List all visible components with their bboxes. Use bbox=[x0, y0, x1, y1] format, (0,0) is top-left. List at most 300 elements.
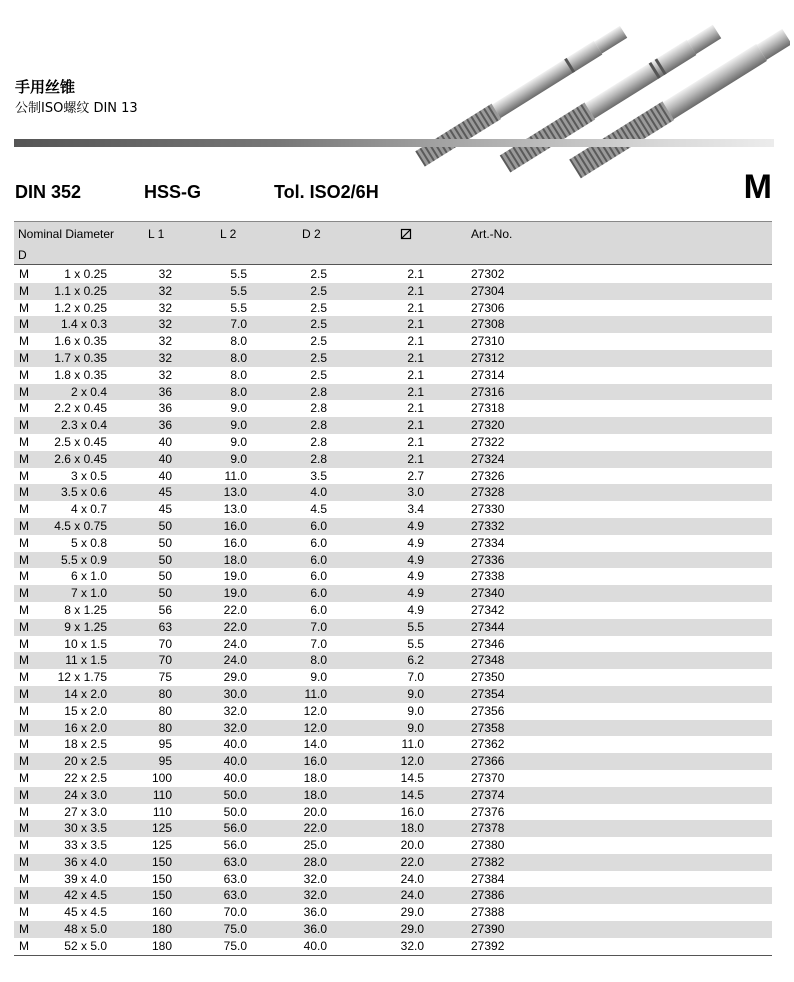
cell-thread-type: M bbox=[19, 737, 29, 752]
table-body bbox=[14, 266, 772, 955]
cell-l1: 32 bbox=[158, 350, 172, 365]
cell-square: 2.1 bbox=[407, 401, 424, 416]
cell-l2: 8.0 bbox=[230, 334, 247, 349]
cell-size: 39 x 4.0 bbox=[64, 871, 107, 886]
table-row bbox=[14, 938, 772, 955]
cell-article-no: 27322 bbox=[471, 434, 505, 449]
cell-l2: 24.0 bbox=[223, 653, 247, 668]
cell-l2: 22.0 bbox=[223, 619, 247, 634]
cell-d2: 20.0 bbox=[303, 804, 327, 819]
cell-article-no: 27386 bbox=[471, 888, 505, 903]
cell-d2: 12.0 bbox=[303, 703, 327, 718]
cell-size: 1.4 x 0.3 bbox=[60, 317, 107, 332]
cell-article-no: 27330 bbox=[471, 502, 505, 517]
cell-thread-type: M bbox=[19, 854, 29, 869]
cell-size: 14 x 2.0 bbox=[64, 686, 107, 701]
cell-size: 4.5 x 0.75 bbox=[54, 518, 107, 533]
cell-d2: 2.5 bbox=[310, 334, 327, 349]
table-row bbox=[14, 602, 772, 619]
cell-l2: 56.0 bbox=[223, 821, 247, 836]
cell-square: 3.0 bbox=[407, 485, 424, 500]
cell-square: 9.0 bbox=[407, 686, 424, 701]
cell-article-no: 27334 bbox=[471, 535, 505, 550]
table-row bbox=[14, 400, 772, 417]
cell-square: 2.1 bbox=[407, 334, 424, 349]
cell-thread-type: M bbox=[19, 670, 29, 685]
cell-l1: 80 bbox=[158, 703, 172, 718]
cell-square: 2.1 bbox=[407, 384, 424, 399]
cell-thread-type: M bbox=[19, 619, 29, 634]
cell-d2: 40.0 bbox=[303, 938, 327, 953]
cell-l1: 180 bbox=[151, 938, 172, 953]
cell-d2: 14.0 bbox=[303, 737, 327, 752]
cell-square: 22.0 bbox=[400, 854, 424, 869]
table-row bbox=[14, 686, 772, 703]
cell-article-no: 27358 bbox=[471, 720, 505, 735]
cell-article-no: 27318 bbox=[471, 401, 505, 416]
cell-square: 2.1 bbox=[407, 434, 424, 449]
cell-square: 2.1 bbox=[407, 283, 424, 298]
table-row bbox=[14, 316, 772, 333]
cell-d2: 32.0 bbox=[303, 888, 327, 903]
cell-l1: 125 bbox=[151, 838, 172, 853]
cell-l2: 16.0 bbox=[223, 535, 247, 550]
cell-l1: 150 bbox=[151, 854, 172, 869]
cell-l2: 70.0 bbox=[223, 905, 247, 920]
cell-size: 1.7 x 0.35 bbox=[54, 350, 107, 365]
cell-l1: 70 bbox=[158, 636, 172, 651]
table-row bbox=[14, 753, 772, 770]
cell-l2: 75.0 bbox=[223, 938, 247, 953]
cell-square: 14.5 bbox=[400, 770, 424, 785]
cell-thread-type: M bbox=[19, 770, 29, 785]
cell-size: 18 x 2.5 bbox=[64, 737, 107, 752]
cell-d2: 2.5 bbox=[310, 283, 327, 298]
cell-article-no: 27362 bbox=[471, 737, 505, 752]
cell-l2: 9.0 bbox=[230, 451, 247, 466]
cell-size: 15 x 2.0 bbox=[64, 703, 107, 718]
cell-square: 5.5 bbox=[407, 619, 424, 634]
cell-l2: 32.0 bbox=[223, 720, 247, 735]
cell-l1: 32 bbox=[158, 317, 172, 332]
cell-square: 5.5 bbox=[407, 636, 424, 651]
cell-size: 30 x 3.5 bbox=[64, 821, 107, 836]
cell-square: 9.0 bbox=[407, 703, 424, 718]
table-row bbox=[14, 300, 772, 317]
cell-l2: 8.0 bbox=[230, 350, 247, 365]
cell-size: 5 x 0.8 bbox=[70, 535, 107, 550]
cell-thread-type: M bbox=[19, 871, 29, 886]
cell-square: 16.0 bbox=[400, 804, 424, 819]
cell-article-no: 27350 bbox=[471, 670, 505, 685]
header-d2: D 2 bbox=[302, 227, 321, 241]
cell-d2: 2.8 bbox=[310, 418, 327, 433]
cell-square: 2.1 bbox=[407, 300, 424, 315]
cell-l2: 40.0 bbox=[223, 737, 247, 752]
cell-d2: 12.0 bbox=[303, 720, 327, 735]
cell-l2: 19.0 bbox=[223, 586, 247, 601]
cell-l1: 40 bbox=[158, 451, 172, 466]
cell-l2: 19.0 bbox=[223, 569, 247, 584]
cell-article-no: 27366 bbox=[471, 754, 505, 769]
table-row bbox=[14, 417, 772, 434]
cell-article-no: 27374 bbox=[471, 787, 505, 802]
cell-square: 9.0 bbox=[407, 720, 424, 735]
cell-size: 2.6 x 0.45 bbox=[54, 451, 107, 466]
cell-thread-type: M bbox=[19, 905, 29, 920]
cell-l2: 5.5 bbox=[230, 300, 247, 315]
cell-d2: 4.5 bbox=[310, 502, 327, 517]
cell-article-no: 27302 bbox=[471, 267, 505, 281]
cell-article-no: 27312 bbox=[471, 350, 505, 365]
cell-l1: 36 bbox=[158, 401, 172, 416]
cell-size: 1 x 0.25 bbox=[64, 267, 107, 281]
cell-size: 3.5 x 0.6 bbox=[60, 485, 107, 500]
cell-thread-type: M bbox=[19, 804, 29, 819]
cell-l1: 40 bbox=[158, 434, 172, 449]
cell-thread-type: M bbox=[19, 451, 29, 466]
table-row bbox=[14, 484, 772, 501]
table-row bbox=[14, 468, 772, 485]
cell-square: 12.0 bbox=[400, 754, 424, 769]
cell-square: 14.5 bbox=[400, 787, 424, 802]
cell-square: 4.9 bbox=[407, 518, 424, 533]
cell-article-no: 27346 bbox=[471, 636, 505, 651]
cell-article-no: 27316 bbox=[471, 384, 505, 399]
cell-article-no: 27332 bbox=[471, 518, 505, 533]
cell-article-no: 27326 bbox=[471, 468, 505, 483]
cell-thread-type: M bbox=[19, 686, 29, 701]
table-row bbox=[14, 804, 772, 821]
cell-d2: 2.5 bbox=[310, 317, 327, 332]
header-nominal-diameter: Nominal Diameter bbox=[18, 227, 115, 241]
cell-size: 16 x 2.0 bbox=[64, 720, 107, 735]
cell-square: 2.1 bbox=[407, 267, 424, 281]
cell-square: 32.0 bbox=[400, 938, 424, 953]
cell-d2: 2.8 bbox=[310, 434, 327, 449]
cell-thread-type: M bbox=[19, 267, 29, 281]
cell-thread-type: M bbox=[19, 569, 29, 584]
cell-thread-type: M bbox=[19, 636, 29, 651]
cell-square: 29.0 bbox=[400, 922, 424, 937]
cell-size: 27 x 3.0 bbox=[64, 804, 107, 819]
cell-l2: 63.0 bbox=[223, 888, 247, 903]
cell-square: 4.9 bbox=[407, 535, 424, 550]
cell-article-no: 27378 bbox=[471, 821, 505, 836]
cell-d2: 6.0 bbox=[310, 602, 327, 617]
cell-l1: 32 bbox=[158, 367, 172, 382]
cell-size: 2.2 x 0.45 bbox=[54, 401, 107, 416]
table-row bbox=[14, 367, 772, 384]
cell-l1: 100 bbox=[151, 770, 172, 785]
cell-l2: 63.0 bbox=[223, 854, 247, 869]
cell-square: 11.0 bbox=[401, 737, 424, 752]
cell-l1: 40 bbox=[158, 468, 172, 483]
cell-square: 7.0 bbox=[407, 670, 424, 685]
table-row bbox=[14, 535, 772, 552]
cell-l1: 125 bbox=[151, 821, 172, 836]
cell-article-no: 27342 bbox=[471, 602, 505, 617]
cell-d2: 22.0 bbox=[303, 821, 327, 836]
header-l1: L 1 bbox=[148, 227, 165, 241]
cell-size: 4 x 0.7 bbox=[70, 502, 107, 517]
cell-size: 5.5 x 0.9 bbox=[60, 552, 107, 567]
cell-thread-type: M bbox=[19, 922, 29, 937]
cell-d2: 16.0 bbox=[303, 754, 327, 769]
cell-l1: 70 bbox=[158, 653, 172, 668]
cell-article-no: 27382 bbox=[471, 854, 505, 869]
cell-article-no: 27328 bbox=[471, 485, 505, 500]
cell-l1: 180 bbox=[151, 922, 172, 937]
cell-square: 4.9 bbox=[407, 602, 424, 617]
cell-l1: 50 bbox=[158, 535, 172, 550]
cell-thread-type: M bbox=[19, 586, 29, 601]
cell-l2: 11.0 bbox=[224, 468, 247, 483]
header-nominal-d: D bbox=[18, 248, 27, 262]
cell-article-no: 27388 bbox=[471, 905, 505, 920]
cell-l1: 36 bbox=[158, 418, 172, 433]
cell-l2: 7.0 bbox=[230, 317, 247, 332]
cell-article-no: 27384 bbox=[471, 871, 505, 886]
cell-size: 22 x 2.5 bbox=[64, 770, 107, 785]
cell-article-no: 27370 bbox=[471, 770, 505, 785]
cell-l1: 36 bbox=[158, 384, 172, 399]
cell-article-no: 27308 bbox=[471, 317, 505, 332]
cell-d2: 25.0 bbox=[303, 838, 327, 853]
cell-square: 4.9 bbox=[407, 552, 424, 567]
cell-thread-type: M bbox=[19, 938, 29, 953]
cell-l1: 80 bbox=[158, 720, 172, 735]
cell-l2: 9.0 bbox=[230, 418, 247, 433]
cell-article-no: 27324 bbox=[471, 451, 505, 466]
table-row bbox=[14, 887, 772, 904]
table-row bbox=[14, 568, 772, 585]
cell-thread-type: M bbox=[19, 720, 29, 735]
cell-d2: 2.5 bbox=[310, 350, 327, 365]
table-row bbox=[14, 854, 772, 871]
cell-thread-type: M bbox=[19, 350, 29, 365]
table-row bbox=[14, 434, 772, 451]
cell-size: 1.8 x 0.35 bbox=[54, 367, 107, 382]
cell-thread-type: M bbox=[19, 838, 29, 853]
cell-size: 36 x 4.0 bbox=[64, 854, 107, 869]
cell-l1: 32 bbox=[158, 267, 172, 281]
cell-article-no: 27376 bbox=[471, 804, 505, 819]
cell-l1: 45 bbox=[158, 485, 172, 500]
table-row bbox=[14, 921, 772, 938]
cell-thread-type: M bbox=[19, 602, 29, 617]
table-row bbox=[14, 518, 772, 535]
cell-d2: 2.5 bbox=[310, 367, 327, 382]
cell-square: 3.4 bbox=[407, 502, 424, 517]
cell-article-no: 27314 bbox=[471, 367, 505, 382]
square-size-icon bbox=[400, 228, 412, 243]
cell-l1: 75 bbox=[158, 670, 172, 685]
cell-article-no: 27390 bbox=[471, 922, 505, 937]
cell-thread-type: M bbox=[19, 754, 29, 769]
cell-square: 4.9 bbox=[407, 586, 424, 601]
cell-thread-type: M bbox=[19, 468, 29, 483]
cell-l1: 50 bbox=[158, 518, 172, 533]
cell-d2: 6.0 bbox=[310, 586, 327, 601]
cell-thread-type: M bbox=[19, 418, 29, 433]
table-row bbox=[14, 871, 772, 888]
cell-square: 6.2 bbox=[407, 653, 424, 668]
cell-square: 2.1 bbox=[407, 451, 424, 466]
table-row bbox=[14, 703, 772, 720]
cell-d2: 36.0 bbox=[303, 905, 327, 920]
cell-size: 10 x 1.5 bbox=[64, 636, 107, 651]
cell-d2: 7.0 bbox=[310, 619, 327, 634]
cell-size: 7 x 1.0 bbox=[70, 586, 107, 601]
cell-l1: 32 bbox=[158, 300, 172, 315]
cell-size: 48 x 5.0 bbox=[64, 922, 107, 937]
cell-size: 1.2 x 0.25 bbox=[54, 300, 107, 315]
page-title: 手用丝锥 bbox=[15, 78, 76, 96]
cell-square: 2.1 bbox=[407, 350, 424, 365]
cell-thread-type: M bbox=[19, 888, 29, 903]
cell-thread-type: M bbox=[19, 502, 29, 517]
cell-size: 9 x 1.25 bbox=[64, 619, 107, 634]
din-standard: DIN 352 bbox=[15, 182, 82, 202]
cell-article-no: 27338 bbox=[471, 569, 505, 584]
cell-thread-type: M bbox=[19, 535, 29, 550]
cell-thread-type: M bbox=[19, 317, 29, 332]
table-row bbox=[14, 350, 772, 367]
cell-article-no: 27348 bbox=[471, 653, 505, 668]
cell-size: 2.5 x 0.45 bbox=[54, 434, 107, 449]
cell-l1: 160 bbox=[151, 905, 172, 920]
table-row bbox=[14, 552, 772, 569]
table-row bbox=[14, 384, 772, 401]
page-subtitle: 公制ISO螺纹 DIN 13 bbox=[15, 101, 138, 116]
cell-d2: 6.0 bbox=[310, 569, 327, 584]
cell-article-no: 27306 bbox=[471, 300, 505, 315]
cell-l2: 63.0 bbox=[223, 871, 247, 886]
cell-size: 1.6 x 0.35 bbox=[54, 334, 107, 349]
cell-l2: 40.0 bbox=[223, 754, 247, 769]
cell-article-no: 27310 bbox=[471, 334, 505, 349]
cell-l2: 30.0 bbox=[223, 686, 247, 701]
cell-square: 24.0 bbox=[400, 888, 424, 903]
thread-type-letter: M bbox=[743, 168, 772, 206]
cell-thread-type: M bbox=[19, 334, 29, 349]
cell-square: 29.0 bbox=[400, 905, 424, 920]
cell-size: 11 x 1.5 bbox=[65, 653, 107, 668]
cell-size: 2.3 x 0.4 bbox=[60, 418, 107, 433]
cell-square: 2.1 bbox=[407, 317, 424, 332]
cell-d2: 2.5 bbox=[310, 267, 327, 281]
cell-l1: 32 bbox=[158, 334, 172, 349]
cell-size: 20 x 2.5 bbox=[64, 754, 107, 769]
cell-l2: 16.0 bbox=[223, 518, 247, 533]
table-row bbox=[14, 720, 772, 737]
table-header bbox=[14, 221, 772, 265]
cell-thread-type: M bbox=[19, 821, 29, 836]
cell-d2: 2.8 bbox=[310, 401, 327, 416]
cell-d2: 36.0 bbox=[303, 922, 327, 937]
cell-thread-type: M bbox=[19, 518, 29, 533]
table-row bbox=[14, 451, 772, 468]
table-row bbox=[14, 904, 772, 921]
cell-d2: 9.0 bbox=[310, 670, 327, 685]
cell-thread-type: M bbox=[19, 367, 29, 382]
cell-l1: 50 bbox=[158, 552, 172, 567]
cell-article-no: 27336 bbox=[471, 552, 505, 567]
cell-l1: 56 bbox=[158, 602, 172, 617]
table-row bbox=[14, 283, 772, 300]
cell-thread-type: M bbox=[19, 703, 29, 718]
table-row bbox=[14, 585, 772, 602]
cell-size: 42 x 4.5 bbox=[64, 888, 107, 903]
cell-l2: 56.0 bbox=[223, 838, 247, 853]
cell-d2: 6.0 bbox=[310, 552, 327, 567]
cell-l2: 50.0 bbox=[223, 804, 247, 819]
cell-d2: 18.0 bbox=[303, 787, 327, 802]
cell-d2: 2.8 bbox=[310, 384, 327, 399]
cell-thread-type: M bbox=[19, 384, 29, 399]
cell-l2: 24.0 bbox=[223, 636, 247, 651]
cell-l1: 32 bbox=[158, 283, 172, 298]
cell-size: 6 x 1.0 bbox=[70, 569, 107, 584]
cell-square: 2.1 bbox=[407, 418, 424, 433]
cell-size: 12 x 1.75 bbox=[57, 670, 107, 685]
cell-square: 2.1 bbox=[407, 367, 424, 382]
cell-thread-type: M bbox=[19, 653, 29, 668]
cell-l2: 32.0 bbox=[223, 703, 247, 718]
header-l2: L 2 bbox=[220, 227, 237, 241]
cell-l2: 9.0 bbox=[230, 401, 247, 416]
table-row bbox=[14, 636, 772, 653]
cell-d2: 11.0 bbox=[304, 686, 327, 701]
cell-d2: 4.0 bbox=[310, 485, 327, 500]
cell-article-no: 27320 bbox=[471, 418, 505, 433]
cell-l1: 110 bbox=[152, 804, 172, 819]
cell-l2: 13.0 bbox=[223, 485, 247, 500]
cell-l2: 75.0 bbox=[223, 922, 247, 937]
table-row bbox=[14, 669, 772, 686]
cell-size: 45 x 4.5 bbox=[64, 905, 107, 920]
cell-l2: 40.0 bbox=[223, 770, 247, 785]
cell-l1: 95 bbox=[158, 754, 172, 769]
cell-thread-type: M bbox=[19, 283, 29, 298]
table-row bbox=[14, 266, 772, 283]
cell-thread-type: M bbox=[19, 434, 29, 449]
cell-size: 33 x 3.5 bbox=[64, 838, 107, 853]
cell-thread-type: M bbox=[19, 485, 29, 500]
cell-l2: 13.0 bbox=[223, 502, 247, 517]
cell-l2: 22.0 bbox=[223, 602, 247, 617]
material-grade: HSS-G bbox=[144, 182, 202, 202]
table-row bbox=[14, 333, 772, 350]
cell-l1: 50 bbox=[158, 586, 172, 601]
cell-l1: 45 bbox=[158, 502, 172, 517]
cell-l2: 50.0 bbox=[223, 787, 247, 802]
cell-thread-type: M bbox=[19, 552, 29, 567]
cell-l2: 29.0 bbox=[223, 670, 247, 685]
cell-l2: 8.0 bbox=[230, 367, 247, 382]
cell-d2: 2.8 bbox=[310, 451, 327, 466]
table-row bbox=[14, 736, 772, 753]
cell-article-no: 27340 bbox=[471, 586, 505, 601]
cell-article-no: 27354 bbox=[471, 686, 505, 701]
cell-d2: 28.0 bbox=[303, 854, 327, 869]
cell-size: 24 x 3.0 bbox=[64, 787, 107, 802]
tolerance-class: Tol. ISO2/6H bbox=[274, 182, 379, 202]
cell-article-no: 27304 bbox=[471, 283, 505, 298]
cell-d2: 18.0 bbox=[303, 770, 327, 785]
cell-d2: 3.5 bbox=[310, 468, 327, 483]
